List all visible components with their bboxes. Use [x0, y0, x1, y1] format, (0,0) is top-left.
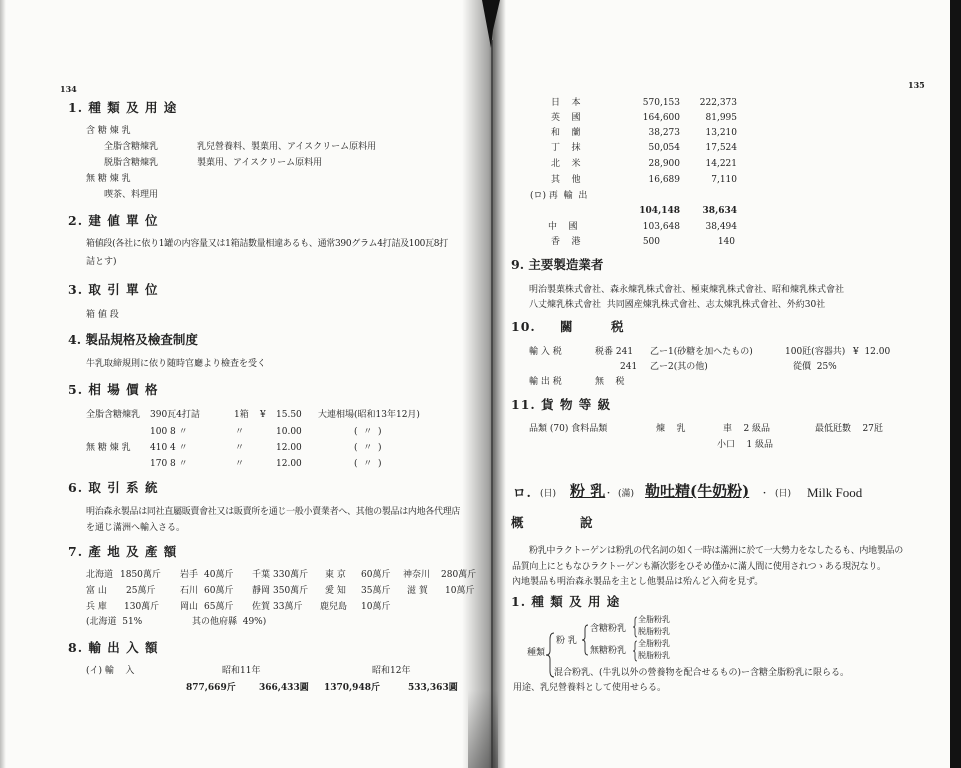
tariff-description: 乙ー1(砂糖を加へたもの) — [650, 347, 753, 357]
import-value: 7,110 — [711, 175, 737, 185]
area-amount: 25萬斤 — [126, 586, 156, 596]
part-tag: (日) — [775, 489, 792, 499]
country-name: 香 港 — [551, 237, 581, 247]
area-name: 靜岡 — [252, 586, 271, 596]
import-quantity: 16,689 — [648, 175, 680, 185]
area-amount: 280萬斤 — [441, 570, 477, 580]
part-separator: ・ — [760, 489, 770, 499]
import-quantity: 570,153 — [642, 98, 680, 108]
country-name: 中 國 — [548, 222, 578, 232]
area-name: 滋 賀 — [407, 586, 428, 596]
import-quantity: 877,669斤 — [186, 683, 236, 693]
area-amount: 35萬斤 — [361, 586, 391, 596]
import-value: 14,221 — [705, 159, 737, 169]
area-name: 鹿兒島 — [320, 602, 348, 612]
part-name-japan: 粉 乳 — [570, 482, 606, 500]
freight-small-lot-class: 小口 1 級品 — [717, 440, 774, 450]
country-name: 英 國 — [551, 113, 581, 123]
price-unit: 1箱 — [234, 410, 249, 420]
body-line: 箱値段(各社に依り1罐の内容量又は1箱詰數量相違あるも、通常390グラム4打詰及100瓦8打 — [86, 239, 448, 249]
product-name: 脱脂含糖煉乳 — [104, 158, 159, 168]
area-name: 神奈川 — [403, 570, 431, 580]
section-heading: 2. 建 値 單 位 — [68, 213, 159, 228]
price-spec: 170 8 〃 — [150, 459, 188, 469]
import-quantity: 28,900 — [648, 159, 680, 169]
import-value: 533,363圓 — [408, 683, 458, 693]
tariff-description: 乙ー2(其の他) — [650, 362, 708, 372]
price-unit: 〃 — [235, 443, 245, 453]
export-duty-rate: 無 税 — [595, 377, 625, 387]
tree-leaf-skim: 脱脂粉乳 — [638, 627, 670, 636]
price-note: ( 〃 ) — [354, 427, 382, 437]
tree-leaf-full: 全脂粉乳 — [638, 615, 670, 624]
price-spec: 100 8 〃 — [150, 427, 188, 437]
page-number: 135 — [908, 80, 925, 90]
area-name: 千葉 — [252, 570, 271, 580]
country-name: 北 米 — [551, 159, 581, 169]
reexport-value: 38,494 — [705, 222, 737, 232]
section-heading: 1. 種 類 及 用 途 — [511, 594, 621, 609]
section-heading: 9. 主要製造業者 — [511, 257, 604, 272]
country-name: 和 蘭 — [551, 128, 581, 138]
section-heading: 税 — [611, 319, 625, 334]
import-value: 13,210 — [705, 128, 737, 138]
section-heading: 7. 產 地 及 產 額 — [68, 544, 178, 559]
body-line: 品質向上にともなひラクトーゲンも漸次影をひそめ僅かに滿人間に使用されつゝある現況なり。 — [512, 562, 886, 572]
area-amount: 33萬斤 — [273, 602, 303, 612]
area-name: 岡山 — [180, 602, 199, 612]
product-name: 全脂含糖煉乳 — [104, 142, 159, 152]
section-heading: 關 — [560, 319, 574, 334]
import-value: 17,524 — [705, 143, 737, 153]
body-line: 箱 値 段 — [86, 310, 119, 320]
product-use: 喫茶、料理用 — [104, 190, 159, 200]
import-quantity: 38,273 — [648, 128, 680, 138]
freight-category: 品類 (70) 食料品類 — [529, 424, 608, 434]
area-amount: 130萬斤 — [124, 602, 160, 612]
category-label: 無 糖 煉 乳 — [86, 174, 131, 184]
year-label: 昭和11年 — [222, 666, 261, 676]
country-name: 日 本 — [551, 98, 581, 108]
product-use: 乳兒營養料、製菓用、アイスクリーム原料用 — [197, 142, 377, 152]
reexport-quantity: 103,648 — [642, 222, 680, 232]
price-spec: 410 4 〃 — [150, 443, 188, 453]
area-amount: 1850萬斤 — [120, 570, 161, 580]
price-unit: 〃 — [235, 459, 245, 469]
price-spec: 390瓦4打詰 — [150, 410, 200, 420]
price-product: 全脂含糖煉乳 — [86, 410, 141, 420]
area-amount: 40萬斤 — [204, 570, 234, 580]
import-quantity: 164,600 — [642, 113, 680, 123]
area-name: 愛 知 — [325, 586, 346, 596]
price-value: 10.00 — [276, 427, 302, 437]
section-heading: 4. 製品規格及檢查制度 — [68, 332, 198, 347]
export-duty-label: 輸 出 税 — [529, 377, 562, 387]
tariff-rate: 從價 25% — [793, 362, 837, 372]
tree-leaf-full: 全脂粉乳 — [638, 639, 670, 648]
body-line: 粉乳中ラクトーゲンは粉乳の代名詞の如く一時は滿洲に於て一大勢力をなしたるも、内地製品の — [529, 546, 903, 556]
area-amount: 65萬斤 — [204, 602, 234, 612]
price-note: ( 〃 ) — [354, 443, 382, 453]
body-line: 內地製品も明治森永製品を主とし他製品は殆んど入荷を見ず。 — [512, 577, 764, 587]
import-quantity: 1370,948斤 — [324, 683, 380, 693]
reexport-total-value: 38,634 — [702, 206, 737, 216]
section-heading: 8. 輸 出 入 額 — [68, 640, 159, 655]
freight-min-weight: 最低瓩數 27瓩 — [815, 424, 883, 434]
tree-node-powder: 粉 乳 — [556, 636, 577, 646]
body-line: 明治森永製品は同社直屬販賣會社又は販賣所を通じ一般小賣業者へ、其他の製品は内地各代理店 — [86, 507, 461, 517]
right-page — [496, 0, 950, 768]
country-name: 丁 抹 — [551, 143, 581, 153]
area-amount: 350萬斤 — [273, 586, 309, 596]
area-name: 岩手 — [180, 570, 199, 580]
product-use: 製菓用、アイスクリーム原料用 — [197, 158, 323, 168]
import-label: (イ) 輸 入 — [86, 666, 135, 676]
tariff-code: 税番 241 — [595, 347, 634, 357]
body-line: 八丈煉乳株式會社 共同國産煉乳株式會社、志太煉乳株式會社、外約30社 — [529, 300, 826, 310]
page-number: 134 — [60, 84, 77, 94]
tree-node-unsweetened: 無糖粉乳 — [590, 646, 627, 656]
price-value: 12.00 — [276, 443, 302, 453]
reexport-label: (ロ) 再 輸 出 — [530, 191, 588, 201]
freight-car-class: 車 2 級品 — [723, 424, 771, 434]
section-heading: 6. 取 引 系 統 — [68, 480, 159, 495]
import-duty-label: 輸 入 税 — [529, 347, 562, 357]
area-name: 東 京 — [325, 570, 346, 580]
body-line: 詰とす) — [86, 257, 117, 267]
price-unit: 〃 — [235, 427, 245, 437]
area-amount: 10萬斤 — [445, 586, 475, 596]
part-separator: ・ — [604, 489, 614, 499]
area-name: 佐賀 — [252, 602, 271, 612]
reexport-quantity: 500 — [642, 237, 660, 247]
section-heading: 11. 貨 物 等 級 — [511, 397, 612, 412]
tariff-rate: ¥ 12.00 — [853, 347, 891, 357]
section-heading: 3. 取 引 單 位 — [68, 282, 159, 297]
tree-root: 種類 — [527, 648, 546, 658]
price-value: 15.50 — [276, 410, 302, 420]
part-name-manchukuo: 勒吐精(牛奶粉) — [645, 482, 750, 500]
price-value: 12.00 — [276, 459, 302, 469]
price-note: ( 〃 ) — [354, 459, 382, 469]
body-line: を通じ滿洲へ輸入さる。 — [86, 523, 186, 533]
area-name: 石川 — [180, 586, 199, 596]
tree-node-sweetened: 含糖粉乳 — [590, 624, 627, 634]
part-prefix: ロ. — [513, 485, 532, 500]
area-amount: 330萬斤 — [273, 570, 309, 580]
part-tag: (滿) — [618, 489, 635, 499]
freight-product: 煉 乳 — [656, 424, 686, 434]
category-label: 含 糖 煉 乳 — [86, 126, 131, 136]
usage-line: 用途、乳兒營養料として使用せらる。 — [513, 683, 667, 693]
section-heading: 1. 種 類 及 用 途 — [68, 100, 178, 115]
body-line: 牛乳取締規則に依り随時官廳より檢査を受く — [86, 359, 267, 369]
area-name: 富 山 — [86, 586, 107, 596]
tariff-basis: 100瓩(容器共) — [785, 347, 846, 357]
import-value: 81,995 — [705, 113, 737, 123]
year-label: 昭和12年 — [372, 666, 411, 676]
right-edge-strip — [950, 0, 961, 768]
body-line: 明治製菓株式會社、森永煉乳株式會社、極東煉乳株式會社、昭和煉乳株式會社 — [529, 285, 845, 295]
price-note: 大連相場(昭和13年12月) — [318, 410, 420, 420]
import-quantity: 50,054 — [648, 143, 680, 153]
area-name: 兵 庫 — [86, 602, 107, 612]
section-heading: 5. 相 場 價 格 — [68, 382, 159, 397]
country-name: 其 他 — [551, 175, 581, 185]
section-number: 10. — [511, 319, 536, 334]
tariff-code: 241 — [620, 362, 638, 372]
reexport-total-quantity: 104,148 — [639, 206, 680, 216]
share-other: 其の他府縣 49%) — [192, 617, 267, 627]
area-name: 北海道 — [86, 570, 114, 580]
import-value: 366,433圓 — [259, 683, 309, 693]
price-product: 無 糖 煉 乳 — [86, 443, 131, 453]
overview-heading: 說 — [580, 515, 594, 530]
part-tag: (日) — [540, 489, 557, 499]
overview-heading: 概 — [511, 515, 525, 530]
tree-leaf-skim: 脱脂粉乳 — [638, 651, 670, 660]
part-name-english: Milk Food — [807, 485, 863, 500]
area-amount: 60萬斤 — [204, 586, 234, 596]
price-currency: ¥ — [260, 410, 266, 420]
import-value: 222,373 — [699, 98, 737, 108]
tree-node-mixed: 混合粉乳、(牛乳以外の營養物を配合せるもの)ー含糖全脂粉乳に限らる。 — [554, 668, 850, 678]
area-amount: 60萬斤 — [361, 570, 391, 580]
share-hokkaido: (北海道 51% — [86, 617, 143, 627]
brace-icon — [581, 624, 589, 656]
area-amount: 10萬斤 — [361, 602, 391, 612]
reexport-value: 140 — [717, 237, 735, 247]
